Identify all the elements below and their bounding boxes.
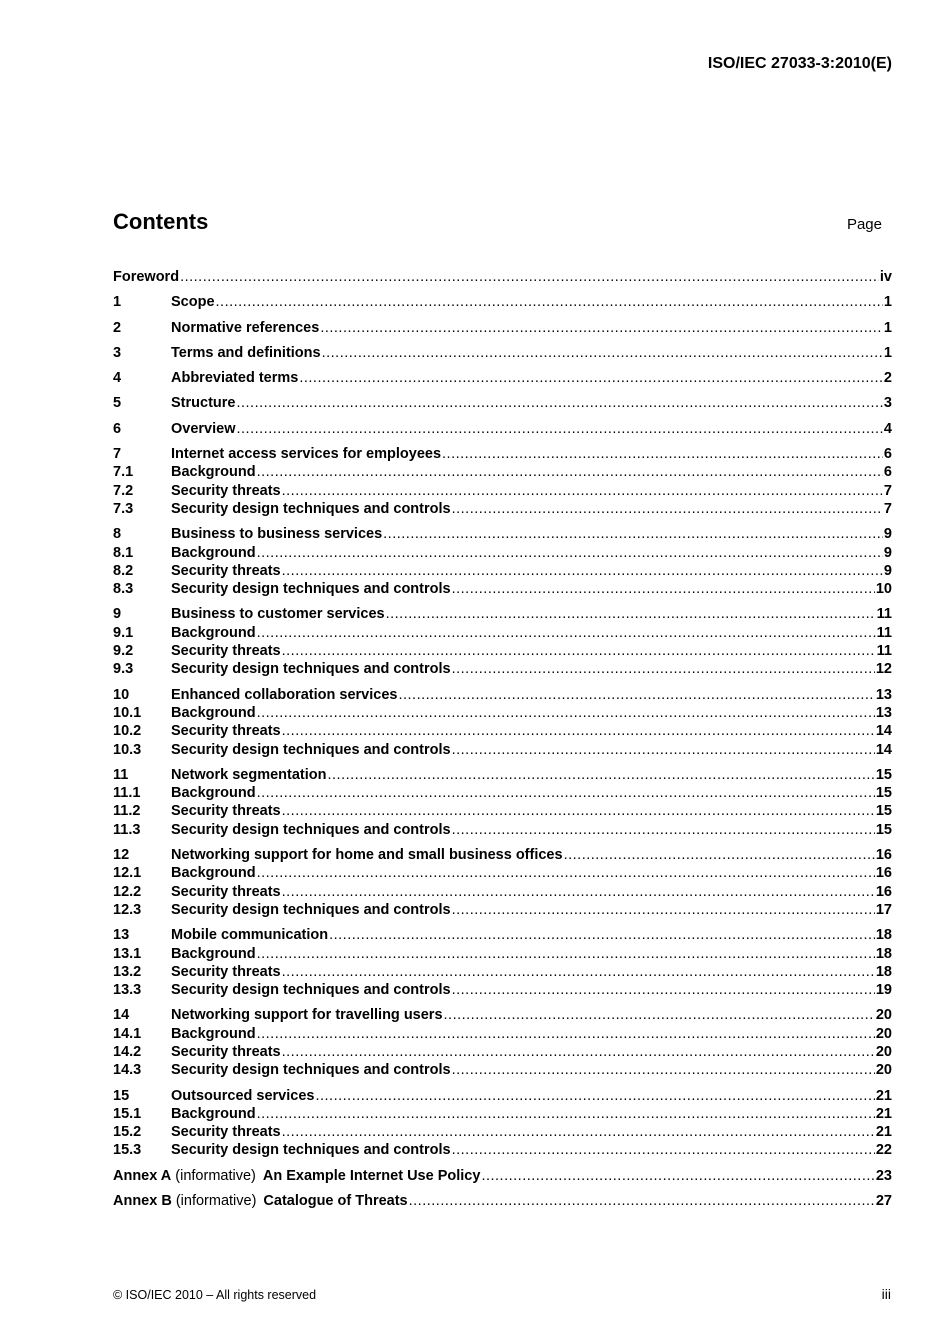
toc-entry-number: 9.2: [113, 643, 134, 660]
dot-leader: [386, 605, 876, 623]
document-identifier: ISO/IEC 27033-3:2010(E): [707, 55, 892, 72]
toc-entry-page: 12: [875, 661, 892, 678]
toc-entry-number: 7.1: [113, 464, 134, 481]
dot-leader: [452, 901, 875, 919]
toc-entry-title: Background: [171, 865, 256, 882]
toc-section-group: [113, 420, 892, 438]
dot-leader: [320, 319, 883, 337]
toc-section-group: [113, 369, 892, 387]
toc-entry-page: 6: [883, 446, 892, 463]
toc-entry-page: 11: [876, 624, 892, 641]
dot-leader: [452, 660, 875, 678]
toc-entry-title: Security design techniques and controls: [171, 581, 451, 598]
toc-entry-page: 9: [883, 526, 892, 543]
toc-entry-page: 1: [883, 319, 892, 336]
toc-annex-entry[interactable]: [113, 1192, 892, 1210]
toc-entry-title: Background: [171, 1025, 256, 1042]
toc-entry-page: 13: [875, 686, 892, 703]
annex-note: (informative): [175, 1167, 256, 1184]
toc-entry-page: 3: [883, 395, 892, 412]
toc-entry-title: Normative references: [171, 319, 320, 336]
dot-leader: [257, 704, 875, 722]
toc-entry-title: Security design techniques and controls: [171, 821, 451, 838]
toc-entry-page: 10: [875, 581, 892, 598]
toc-entry-number: 7: [113, 446, 122, 463]
toc-entry[interactable]: [113, 766, 892, 784]
annex-title: Catalogue of Threats: [263, 1193, 408, 1210]
dot-leader: [257, 1025, 875, 1043]
toc-entry[interactable]: [113, 605, 892, 623]
footer-copyright: © ISO/IEC 2010 – All rights reserved: [113, 1288, 317, 1302]
toc-entry-title: Networking support for travelling users: [171, 1007, 443, 1024]
dot-leader: [257, 945, 875, 963]
toc-entry-page: 18: [875, 927, 892, 944]
toc-entry-number: 12.3: [113, 901, 142, 918]
toc-entry[interactable]: [113, 344, 892, 362]
dot-leader: [452, 580, 875, 598]
toc-entry-title: Security threats: [171, 482, 281, 499]
toc-entry-page: 1: [883, 294, 892, 311]
annex-note: (informative): [175, 1193, 257, 1210]
toc-entry-number: 12.1: [113, 865, 142, 882]
toc-entry-number: 13.3: [113, 982, 142, 999]
toc-entry[interactable]: [113, 1141, 892, 1159]
toc-entry-number: 7.2: [113, 482, 134, 499]
toc-entry-number: 13.1: [113, 945, 142, 962]
toc-entry-number: 15: [113, 1087, 130, 1104]
toc-entry-title: Security threats: [171, 562, 281, 579]
toc-entry[interactable]: [113, 802, 892, 820]
toc-entry-title: Security threats: [171, 1043, 281, 1060]
toc-entry-title: Security threats: [171, 963, 281, 980]
toc-entry-title: Mobile communication: [171, 927, 329, 944]
toc-entry[interactable]: [113, 268, 892, 286]
dot-leader: [282, 802, 875, 820]
toc-entry-page: 21: [875, 1124, 892, 1141]
toc-entry-number: 2: [113, 319, 122, 336]
toc-section-group: [113, 1087, 892, 1160]
toc-entry-page: 16: [875, 865, 892, 882]
toc-section-group: [113, 605, 892, 678]
toc-entry-page: 17: [875, 901, 892, 918]
toc-entry[interactable]: [113, 864, 892, 882]
dot-leader: [409, 1192, 875, 1210]
dot-leader: [564, 846, 875, 864]
toc-entry-page: 23: [875, 1167, 892, 1184]
toc-entry-title: Business to business services: [171, 526, 383, 543]
toc-entry-number: 8.2: [113, 562, 134, 579]
dot-leader: [257, 864, 875, 882]
dot-leader: [328, 766, 875, 784]
toc-entry-page: 20: [875, 1043, 892, 1060]
dot-leader: [282, 642, 876, 660]
toc-annex-group: [113, 1192, 892, 1210]
toc-entry-number: 11.1: [113, 785, 141, 802]
toc-entry[interactable]: [113, 394, 892, 412]
toc-entry[interactable]: [113, 544, 892, 562]
toc-entry-number: 9.3: [113, 661, 134, 678]
dot-leader: [257, 784, 875, 802]
toc-entry-page: 2: [883, 370, 892, 387]
toc-entry[interactable]: [113, 1087, 892, 1105]
toc-entry[interactable]: [113, 642, 892, 660]
toc-entry-title: Security design techniques and controls: [171, 982, 451, 999]
toc-entry-title: Internet access services for employees: [171, 446, 442, 463]
toc-entry[interactable]: [113, 1061, 892, 1079]
toc-entry-title: Terms and definitions: [171, 344, 321, 361]
toc-entry-page: 9: [883, 544, 892, 561]
toc-entry[interactable]: [113, 883, 892, 901]
dot-leader: [282, 482, 883, 500]
toc-entry-number: 8.1: [113, 544, 134, 561]
toc-entry[interactable]: [113, 926, 892, 944]
toc-entry[interactable]: [113, 741, 892, 759]
toc-entry-page: 18: [875, 945, 892, 962]
toc-entry[interactable]: [113, 293, 892, 311]
toc-entry-number: 10: [113, 686, 130, 703]
toc-entry-title: Security threats: [171, 643, 281, 660]
toc-entry[interactable]: [113, 945, 892, 963]
toc-entry-number: 15.1: [113, 1105, 142, 1122]
toc-entry-title: Background: [171, 544, 256, 561]
toc-entry-number: 3: [113, 344, 122, 361]
dot-leader: [180, 268, 879, 286]
toc-entry-number: 6: [113, 420, 122, 437]
toc-entry[interactable]: [113, 463, 892, 481]
toc-entry[interactable]: [113, 580, 892, 598]
toc-entry-title: Abbreviated terms: [171, 370, 299, 387]
dot-leader: [282, 722, 875, 740]
toc-entry-page: 13: [875, 704, 892, 721]
toc-entry-title: Security design techniques and controls: [171, 1142, 451, 1159]
dot-leader: [282, 883, 875, 901]
toc-entry-title: Security design techniques and controls: [171, 901, 451, 918]
toc-section-group: [113, 926, 892, 999]
toc-entry-title: Structure: [171, 395, 236, 412]
toc-entry[interactable]: [113, 482, 892, 500]
toc-entry-page: 15: [875, 766, 892, 783]
toc-section-group: [113, 1006, 892, 1079]
annex-label: Annex A: [113, 1167, 172, 1184]
toc-entry-number: 12.2: [113, 883, 142, 900]
toc-entry-page: 16: [875, 847, 892, 864]
toc-entry-page: 20: [875, 1007, 892, 1024]
dot-leader: [452, 741, 875, 759]
toc-entry-number: 9: [113, 606, 122, 623]
dot-leader: [442, 445, 883, 463]
toc-entry-title: Background: [171, 624, 256, 641]
toc-entry[interactable]: [113, 1006, 892, 1024]
toc-entry[interactable]: [113, 704, 892, 722]
dot-leader: [452, 981, 875, 999]
dot-leader: [452, 1141, 875, 1159]
toc-entry-title: Networking support for home and small business offices: [171, 847, 563, 864]
toc-entry[interactable]: [113, 369, 892, 387]
dot-leader: [282, 1123, 875, 1141]
toc-section-group: [113, 525, 892, 598]
dot-leader: [452, 821, 875, 839]
dot-leader: [322, 344, 883, 362]
toc-entry-page: 14: [875, 741, 892, 758]
toc-entry-page: 11: [876, 606, 892, 623]
dot-leader: [282, 1043, 875, 1061]
dot-leader: [383, 525, 883, 543]
toc-entry-number: 11.3: [113, 821, 141, 838]
toc-entry-title: Background: [171, 704, 256, 721]
toc-entry-number: 10.2: [113, 723, 142, 740]
dot-leader: [329, 926, 875, 944]
toc-section-group: [113, 846, 892, 919]
dot-leader: [398, 686, 874, 704]
dot-leader: [237, 420, 883, 438]
toc-section-group: [113, 344, 892, 362]
dot-leader: [257, 1105, 875, 1123]
toc-entry-number: 8.3: [113, 581, 134, 598]
toc-entry[interactable]: [113, 784, 892, 802]
page-column-label: Page: [846, 216, 882, 233]
toc-entry[interactable]: [113, 624, 892, 642]
toc-section-group: [113, 686, 892, 759]
toc-entry[interactable]: [113, 420, 892, 438]
toc-entry-number: 5: [113, 395, 122, 412]
toc-section-group: [113, 445, 892, 518]
toc-entry-title: Network segmentation: [171, 766, 327, 783]
toc-entry-title: Security threats: [171, 803, 281, 820]
toc-entry-page: 4: [883, 420, 892, 437]
toc-entry-title: Background: [171, 945, 256, 962]
toc-entry-number: 13: [113, 927, 130, 944]
dot-leader: [282, 562, 883, 580]
toc-entry-number: 10.3: [113, 741, 142, 758]
toc-section-group: [113, 394, 892, 412]
toc-entry-page: 15: [875, 803, 892, 820]
toc-entry-number: 15.2: [113, 1124, 142, 1141]
toc-entry-number: 14.3: [113, 1062, 142, 1079]
toc-entry-page: 22: [875, 1142, 892, 1159]
toc-entry-page: 27: [875, 1193, 892, 1210]
toc-entry[interactable]: [113, 1123, 892, 1141]
dot-leader: [481, 1167, 874, 1185]
toc-entry-number: 15.3: [113, 1142, 142, 1159]
toc-entry-title: Background: [171, 464, 256, 481]
toc-entry-title: Enhanced collaboration services: [171, 686, 398, 703]
toc-entry-title: Business to customer services: [171, 606, 385, 623]
toc-entry-page: 15: [875, 821, 892, 838]
toc-entry-title: Security design techniques and controls: [171, 741, 451, 758]
toc-entry-page: 7: [883, 500, 892, 517]
toc-entry-number: 14.1: [113, 1025, 142, 1042]
toc-entry-title: Security threats: [171, 1124, 281, 1141]
toc-entry[interactable]: [113, 562, 892, 580]
toc-entry-page: 19: [875, 982, 892, 999]
toc-entry[interactable]: [113, 901, 892, 919]
table-of-contents: [113, 268, 892, 1217]
dot-leader: [257, 624, 876, 642]
toc-entry[interactable]: [113, 525, 892, 543]
toc-entry-page: 9: [883, 562, 892, 579]
toc-entry-number: 14.2: [113, 1043, 142, 1060]
dot-leader: [282, 963, 875, 981]
toc-entry-number: 1: [113, 294, 122, 311]
toc-entry-title: Outsourced services: [171, 1087, 315, 1104]
toc-entry-page: 20: [875, 1062, 892, 1079]
toc-entry[interactable]: [113, 1043, 892, 1061]
toc-entry-page: 21: [875, 1105, 892, 1122]
toc-entry-page: 14: [875, 723, 892, 740]
toc-entry[interactable]: [113, 963, 892, 981]
toc-entry[interactable]: [113, 981, 892, 999]
toc-entry[interactable]: [113, 445, 892, 463]
toc-section-group: [113, 319, 892, 337]
toc-entry-title: Security design techniques and controls: [171, 1062, 451, 1079]
dot-leader: [452, 500, 883, 518]
toc-entry-number: 7.3: [113, 500, 134, 517]
page-title: Contents: [113, 209, 209, 234]
dot-leader: [452, 1061, 875, 1079]
toc-section-group: [113, 766, 892, 839]
toc-entry-page: 7: [883, 482, 892, 499]
toc-entry-title: Security design techniques and controls: [171, 661, 451, 678]
toc-entry-title: Scope: [171, 294, 215, 311]
dot-leader: [257, 544, 883, 562]
footer-page-number: iii: [881, 1286, 891, 1302]
annex-label: Annex B: [113, 1193, 172, 1210]
dot-leader: [216, 293, 883, 311]
toc-entry[interactable]: [113, 319, 892, 337]
toc-entry-number: 9.1: [113, 624, 134, 641]
toc-section-group: [113, 268, 892, 286]
toc-entry[interactable]: [113, 821, 892, 839]
toc-entry-title: Security threats: [171, 883, 281, 900]
toc-entry[interactable]: [113, 500, 892, 518]
toc-annex-group: [113, 1167, 892, 1185]
toc-entry-number: 11.2: [113, 803, 141, 820]
toc-section-group: [113, 293, 892, 311]
annex-title: An Example Internet Use Policy: [262, 1167, 481, 1184]
toc-entry-title: Background: [171, 1105, 256, 1122]
toc-entry[interactable]: [113, 1105, 892, 1123]
dot-leader: [257, 463, 883, 481]
toc-entry-page: 18: [875, 963, 892, 980]
toc-entry-number: 11: [113, 766, 129, 783]
toc-entry-title: Background: [171, 785, 256, 802]
toc-entry-number: 12: [113, 847, 130, 864]
toc-entry-page: 21: [875, 1087, 892, 1104]
toc-entry-page: 1: [883, 344, 892, 361]
toc-entry-number: 14: [113, 1007, 130, 1024]
toc-entry-number: 4: [113, 370, 122, 387]
toc-entry-page: iv: [879, 269, 892, 285]
toc-entry-number: 10.1: [113, 704, 142, 721]
toc-entry-title: Security design techniques and controls: [171, 500, 451, 517]
toc-entry-page: 6: [883, 464, 892, 481]
toc-annex-entry[interactable]: [113, 1167, 892, 1185]
dot-leader: [315, 1087, 874, 1105]
dot-leader: [444, 1006, 875, 1024]
toc-entry[interactable]: [113, 660, 892, 678]
dot-leader: [236, 394, 882, 412]
dot-leader: [299, 369, 883, 387]
toc-entry[interactable]: [113, 1025, 892, 1043]
toc-entry-page: 16: [875, 883, 892, 900]
toc-entry-number: 13.2: [113, 963, 142, 980]
toc-entry-page: 11: [876, 643, 892, 660]
toc-entry-page: 15: [875, 785, 892, 802]
toc-entry[interactable]: [113, 846, 892, 864]
toc-entry-number: 8: [113, 526, 122, 543]
toc-entry[interactable]: [113, 722, 892, 740]
toc-entry[interactable]: [113, 686, 892, 704]
toc-entry-page: 20: [875, 1025, 892, 1042]
toc-entry-title: Foreword: [113, 269, 180, 285]
toc-entry-title: Overview: [171, 420, 236, 437]
toc-entry-title: Security threats: [171, 723, 281, 740]
